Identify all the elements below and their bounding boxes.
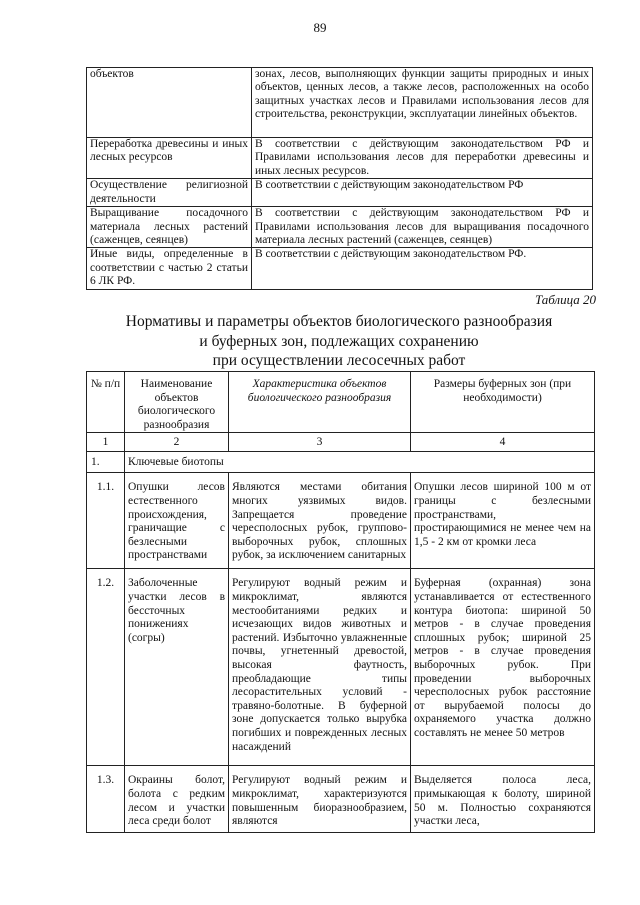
table-row bbox=[87, 473, 595, 569]
header-number: № п/п bbox=[87, 372, 125, 433]
column-number: 3 bbox=[229, 433, 411, 452]
row-characteristic: Регулируют водный режим и микроклимат, являются местообитаниями редких и исчезающих видов животных и растений. Избыточно увлажненные почвы, угнетенный древостой, высокая фаутность, преобладающие типы лесорастительных условий - травяно-болотные. В буферной зоне допускается только вырубка погибших и поврежденных лесных насаждений bbox=[229, 569, 411, 766]
table-row bbox=[87, 138, 593, 179]
activity-cell: Переработка древесины и иных лесных ресурсов bbox=[87, 138, 252, 179]
row-name: Окраины болот, болота с редким лесом и участки леса среди болот bbox=[125, 766, 229, 832]
row-characteristic: Регулируют водный режим и микроклимат, характеризуются повышенным биоразнообразием, являются bbox=[229, 766, 411, 832]
section-title: Ключевые биотопы bbox=[125, 452, 595, 473]
column-number: 4 bbox=[411, 433, 595, 452]
header-characteristic: Характеристика объектов биологического разнообразия bbox=[229, 372, 411, 433]
section-row bbox=[87, 452, 595, 473]
rule-cell: зонах, лесов, выполняющих функции защиты природных и иных объектов, ценных лесов, а также лесов, расположенных на особо защитных участках лесов и Правилами использования лесов для строительства, реконструкции, эксплуатации линейных объектов. bbox=[252, 68, 593, 138]
page-number: 89 bbox=[313, 20, 327, 35]
column-number: 2 bbox=[125, 433, 229, 452]
activity-cell: Выращивание посадочного материала лесных растений (саженцев, сеянцев) bbox=[87, 207, 252, 248]
row-name: Опушки лесов естественного происхождения, граничащие с безлесными пространствами bbox=[125, 473, 229, 569]
table-row bbox=[87, 569, 595, 766]
table-title-line: и буферных зон, подлежащих сохранению bbox=[199, 332, 479, 350]
row-buffer: Буферная (охранная) зона устанавливается от естественного контура биотопа: шириной 50 метров - в случае проведения сплошных рубок; шириной 25 метров - в случае проведения выборочных рубок. При проведении выборочных чересполосных рубок расстояние от вырубаемой полосы до охраняемого участка должно составлять не менее 50 метров bbox=[411, 569, 595, 766]
biodiversity-table bbox=[86, 371, 595, 833]
activity-cell: Иные виды, определенные в соответствии с частью 2 статьи 6 ЛК РФ. bbox=[87, 248, 252, 289]
column-number-row bbox=[87, 433, 595, 452]
table-title bbox=[86, 312, 592, 371]
table-row bbox=[87, 207, 593, 248]
table-row bbox=[87, 766, 595, 832]
activity-cell: Осуществление религиозной деятельности bbox=[87, 179, 252, 207]
row-name: Заболоченные участки лесов в бессточных понижениях (согры) bbox=[125, 569, 229, 766]
row-index: 1.1. bbox=[87, 473, 125, 569]
table-title-line: Нормативы и параметры объектов биологического разнообразия bbox=[125, 313, 553, 330]
row-characteristic: Являются местами обитания многих уязвимых видов. Запрещается проведение чересполосных рубок, группово-выборочных рубок, сплошных рубок, за исключением санитарных bbox=[229, 473, 411, 569]
table-row bbox=[87, 68, 593, 138]
table-row bbox=[87, 179, 593, 207]
table-caption: Таблица 20 bbox=[534, 292, 596, 307]
header-buffer: Размеры буферных зон (при необходимости) bbox=[411, 372, 595, 433]
column-number: 1 bbox=[87, 433, 125, 452]
rule-cell: В соответствии с действующим законодательством РФ. bbox=[252, 248, 593, 289]
row-buffer: Выделяется полоса леса, примыкающая к болоту, шириной 50 м. Полностью сохраняются участки леса, bbox=[411, 766, 595, 832]
header-name: Наименование объектов биологического разнообразия bbox=[125, 372, 229, 433]
table-title-line: при осуществлении лесосечных работ bbox=[212, 352, 466, 369]
rule-cell: В соответствии с действующим законодательством РФ и Правилами использования лесов для переработки древесины и иных лесных ресурсов. bbox=[252, 138, 593, 179]
header-row bbox=[87, 372, 595, 433]
row-index: 1.2. bbox=[87, 569, 125, 766]
section-index: 1. bbox=[87, 452, 125, 473]
activity-cell: объектов bbox=[87, 68, 252, 138]
rule-cell: В соответствии с действующим законодательством РФ и Правилами использования лесов для выращивания посадочного материала лесных растений (саженцев, сеянцев) bbox=[252, 207, 593, 248]
row-index: 1.3. bbox=[87, 766, 125, 832]
row-buffer: Опушки лесов шириной 100 м от границы с безлесными пространствами, простирающимися не менее чем на 1,5 - 2 км от кромки леса bbox=[411, 473, 595, 569]
rule-cell: В соответствии с действующим законодательством РФ bbox=[252, 179, 593, 207]
forest-use-table-continued bbox=[86, 67, 593, 290]
table-row bbox=[87, 248, 593, 289]
